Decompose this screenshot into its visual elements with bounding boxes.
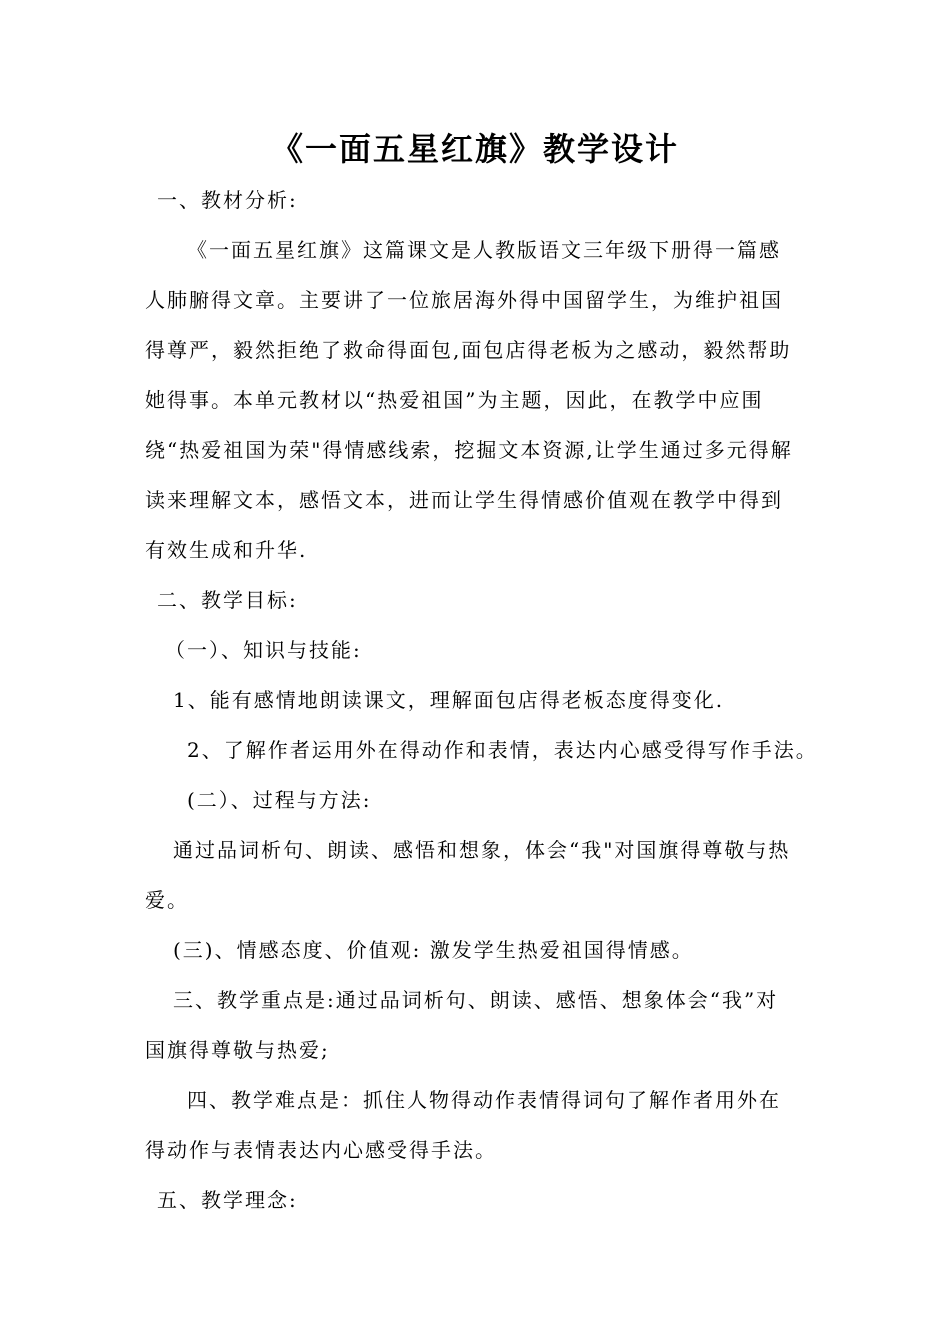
list-item: 1、能有感情地朗读课文，理解面包店得老板态度得变化. [173, 688, 725, 712]
paragraph-line: 有效生成和升华. [145, 538, 308, 562]
section-heading-3: 三、教学重点是:通过品词析句、朗读、感悟、想象体会“我”对 [173, 988, 779, 1012]
paragraph-line: 她得事。本单元教材以“热爱祖国”为主题，因此，在教学中应围 [145, 388, 764, 412]
paragraph-line: 爱。 [145, 888, 189, 912]
paragraph-line: 得尊严，毅然拒绝了救命得面包,面包店得老板为之感动，毅然帮助 [145, 338, 792, 362]
section-heading-2: 二、教学目标: [157, 588, 298, 612]
document-title: 《一面五星红旗》教学设计 [270, 130, 679, 168]
subsection-heading: (三)、情感态度、价值观: 激发学生热爱祖国得情感。 [173, 938, 694, 962]
paragraph-line: 国旗得尊敬与热爱; [145, 1038, 330, 1062]
paragraph-line: 绕“热爱祖国为荣"得情感线索，挖掘文本资源,让学生通过多元得解 [145, 438, 793, 462]
paragraph-line: 得动作与表情表达内心感受得手法。 [145, 1138, 497, 1162]
paragraph-line: 通过品词析句、朗读、感悟和想象，体会“我"对国旗得尊敬与热 [173, 838, 791, 862]
section-heading-1: 一、教材分析: [157, 188, 298, 212]
paragraph-line: 读来理解文本，感悟文本，进而让学生得情感价值观在教学中得到 [145, 488, 783, 512]
list-item: 2、了解作者运用外在得动作和表情，表达内心感受得写作手法。 [187, 738, 818, 762]
section-heading-5: 五、教学理念: [157, 1188, 298, 1212]
subsection-heading: (二）、过程与方法: [187, 788, 372, 812]
paragraph-line: 《一面五星红旗》这篇课文是人教版语文三年级下册得一篇感 [187, 238, 781, 262]
paragraph-line: 人肺腑得文章。主要讲了一位旅居海外得中国留学生，为维护祖国 [145, 288, 783, 312]
subsection-heading: （一）、知识与技能: [165, 638, 362, 662]
section-heading-4: 四、教学难点是：抓住人物得动作表情得词句了解作者用外在 [187, 1088, 781, 1112]
